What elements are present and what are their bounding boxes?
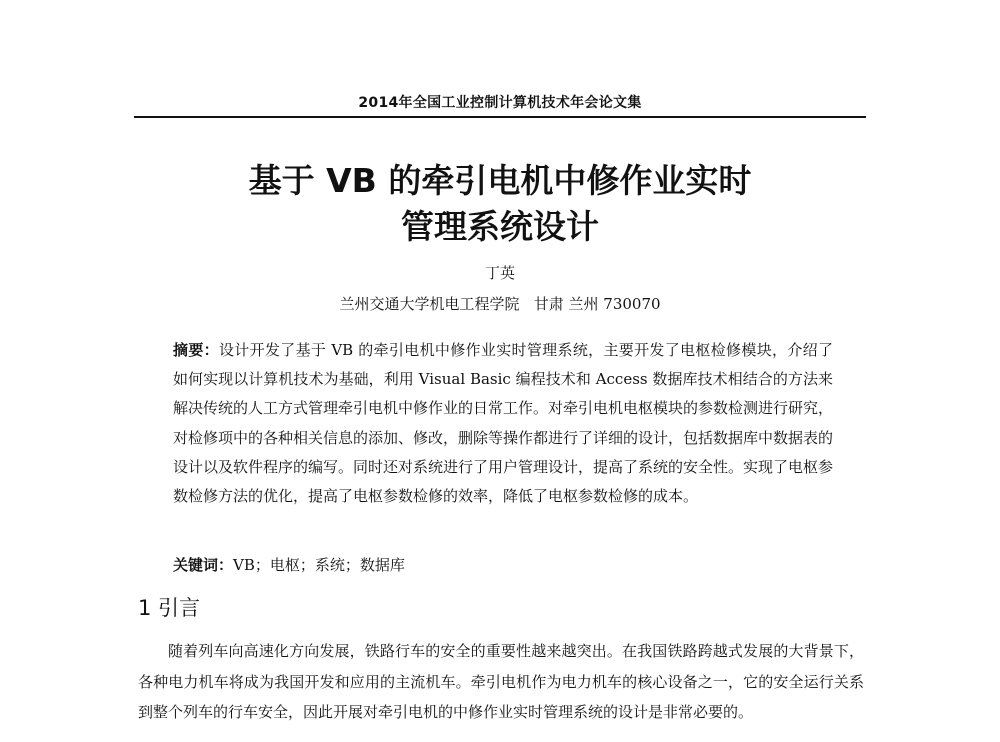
keywords-text: VB；电枢；系统；数据库 xyxy=(233,556,405,574)
keywords-label: 关键词： xyxy=(173,556,234,574)
abstract xyxy=(173,336,833,511)
author: 丁英 xyxy=(484,264,515,282)
paper-title xyxy=(134,158,866,250)
affiliation: 兰州交通大学机电工程学院 甘肃 兰州 730070 xyxy=(339,295,661,313)
section-heading: 1 引言 xyxy=(138,596,201,620)
body-paragraph: 随着列车向高速化方向发展，铁路行车的安全的重要性越来越突出。在我国铁路跨越式发展的大背景下，各种电力机车将成为我国开发和应用的主流机车。牵引电机作为电力机车的核心设备之一，它的安全运行关系到整个列车的行车安全，因此开展对牵引电机的中修作业实时管理系统的设计是非常必要的。 xyxy=(138,642,864,721)
title-line-2: 管理系统设计 xyxy=(401,207,599,246)
abstract-text: 设计开发了基于 VB 的牵引电机中修作业实时管理系统，主要开发了电枢检修模块，介绍了如何实现以计算机技术为基础，利用 Visual Basic 编程技术和 Access 数据库技术相结合的方法来解决传统的人工方式管理牵引电机中修作业的日常工作。对牵引电机电枢模块的参数检测进行研究，对检修项中的各种相关信息的添加、修改，删除等操作都进行了详细的设计，包括数据库中数据表的设计以及软件程序的编写。同时还对系统进行了用户管理设计，提高了系统的安全性。实现了电枢参数检修方法的优化，提高了电枢参数检修的效率，降低了电枢参数检修的成本。 xyxy=(173,341,834,506)
running-header: 2014年全国工业控制计算机技术年会论文集 xyxy=(358,95,642,111)
keywords xyxy=(173,553,833,577)
title-line-1: 基于 VB 的牵引电机中修作业实时 xyxy=(248,161,752,200)
header-rule xyxy=(134,116,866,118)
abstract-label: 摘要： xyxy=(173,341,219,359)
